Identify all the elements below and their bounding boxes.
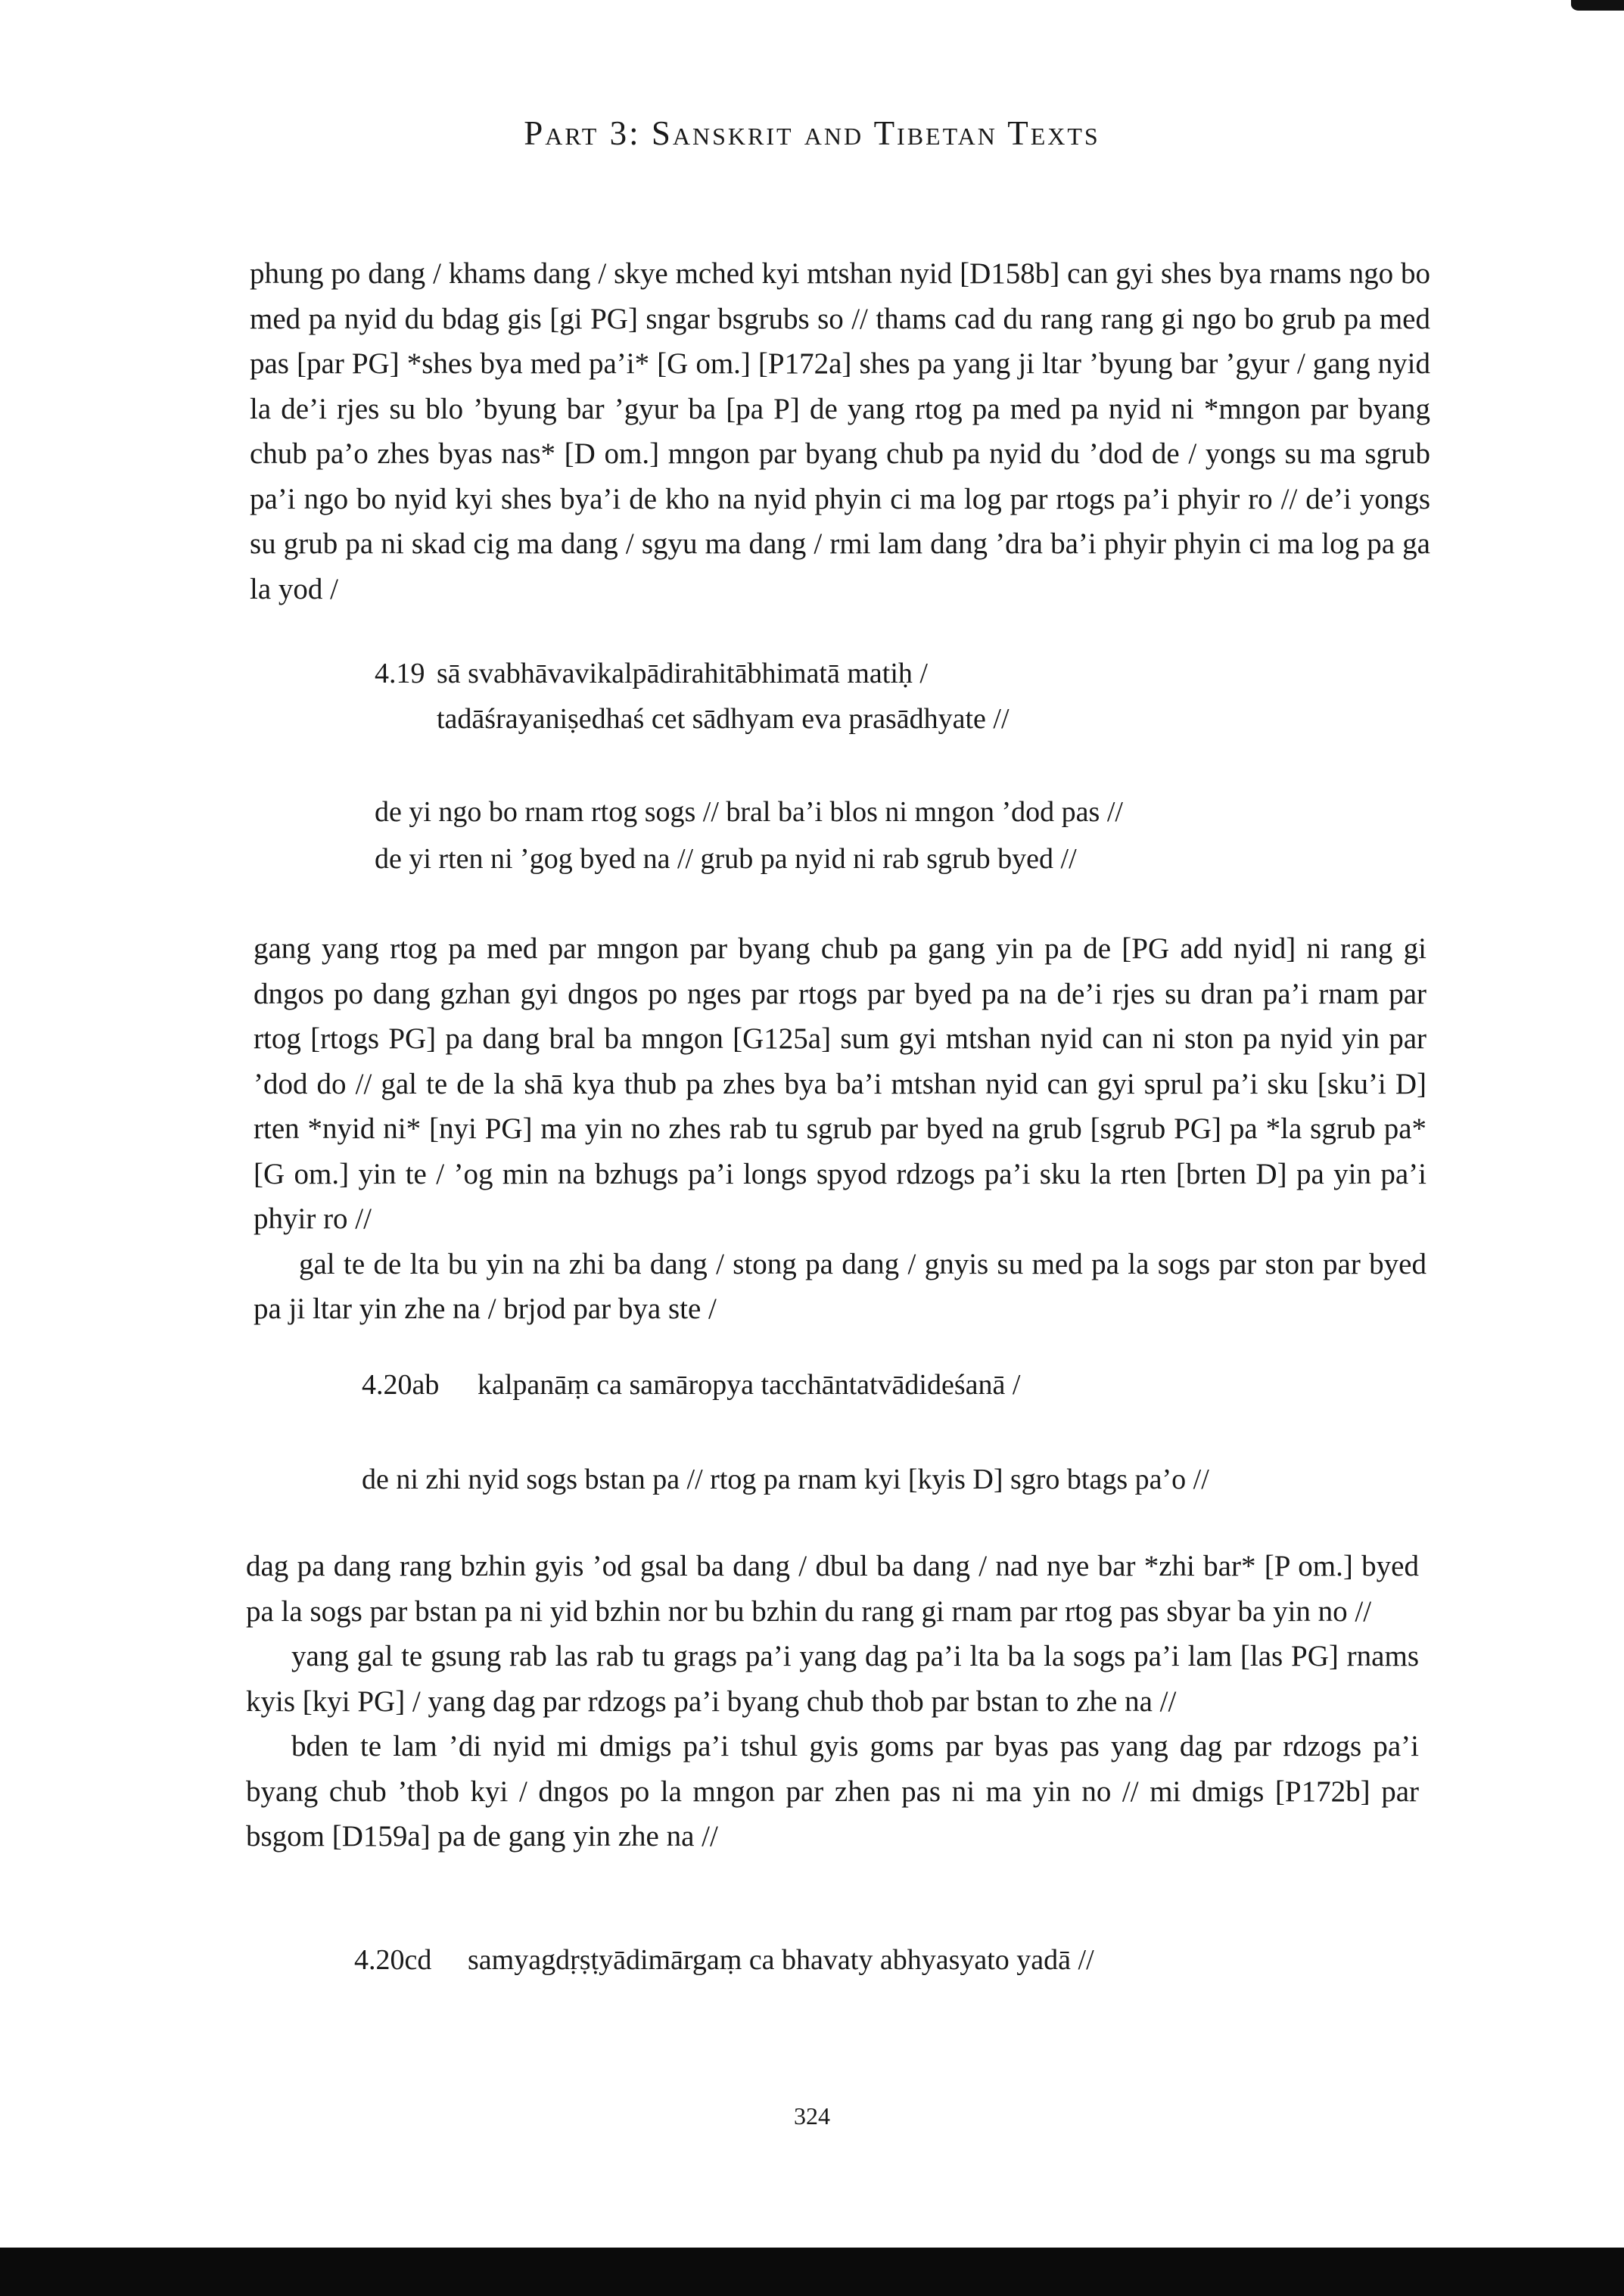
verse-line: samyagdṛṣṭyādimārgaṃ ca bhavaty abhyasyato yadā // — [468, 1944, 1094, 1976]
sanskrit-verse-4-20ab — [362, 1362, 1020, 1408]
verse-line: de yi ngo bo rnam rtog sogs // bral ba’i blos ni mngon ’dod pas // — [375, 796, 1123, 828]
paragraph: gal te de lta bu yin na zhi ba dang / stong pa dang / gnyis su med pa la sogs par ston par byed pa ji ltar yin zhe na / brjod par bya ste / — [254, 1247, 1426, 1325]
paragraph: gang yang rtog pa med par mngon par byang chub pa gang yin pa de [PG add nyid] ni rang gi dngos po dang gzhan gyi dngos po nges par rtogs par byed pa na de’i rjes su dran pa’i rnam par rtog [rtogs PG] pa dang bral ba mngon [G125a] sum gyi mtshan nyid can ni ston pa nyid yin par ’dod do // gal te de la shā kya thub pa zhes bya ba’i mtshan nyid can gyi sprul pa’i sku [sku’i D] rten *nyid ni* [nyi PG] ma yin no zhes rab tu sgrub par byed na grub [sgrub PG] pa *la sgrub pa* [G om.] yin te / ’og min na bzhugs pa’i longs spyod rdzogs pa’i sku la rten [brten D] pa yin pa’i phyir ro // — [254, 932, 1426, 1235]
paragraph: phung po dang / khams dang / skye mched kyi mtshan nyid [D158b] can gyi shes bya rnams ngo bo med pa nyid du bdag gis [gi PG] sngar bsgrubs so // thams cad du rang rang gi ngo bo grub pa med pas [par PG] *shes bya med pa’i* [G om.] [P172a] shes pa yang ji ltar ’byung bar ’gyur / gang nyid la de’i rjes su blo ’byung bar ’gyur ba [pa P] de yang rtog pa med pa nyid ni *mngon par byang chub pa’o zhes byas nas* [D om.] mngon par byang chub pa nyid du ’dod de / yongs su ma sgrub pa’i ngo bo nyid kyi shes bya’i de kho na nyid phyin ci ma log par rtogs pa’i phyir ro // de’i yongs su grub pa ni skad cig ma dang / sgyu ma dang / rmi lam dang ’dra ba’i phyir phyin ci ma log pa ga la yod / — [250, 257, 1430, 605]
verse-line: de ni zhi nyid sogs bstan pa // rtog pa rnam kyi [kyis D] sgro btags pa’o // — [362, 1464, 1209, 1495]
verse-number: 4.20ab — [362, 1369, 440, 1401]
verse-line: tadāśrayaniṣedhaś cet sādhyam eva prasādhyate // — [437, 703, 1010, 735]
scan-edge-mark — [1571, 0, 1624, 11]
prose-block-3 — [246, 1544, 1419, 1859]
verse-number: 4.19 — [375, 658, 425, 689]
paragraph: dag pa dang rang bzhin gyis ’od gsal ba dang / dbul ba dang / nad nye bar *zhi bar* [P om.] byed pa la sogs par bstan pa ni yid bzhin nor bu bzhin du rang gi rnam par rtog pas sbyar ba yin no // — [246, 1550, 1419, 1628]
tibetan-verse-4-19 — [375, 789, 1123, 882]
verse-number: 4.20cd — [354, 1944, 432, 1976]
tibetan-verse-4-20ab — [362, 1456, 1209, 1503]
scan-edge-band — [0, 2248, 1624, 2296]
running-head: Part 3: Sanskrit and Tibetan Texts — [524, 114, 1100, 152]
prose-block-2 — [254, 926, 1426, 1332]
page-number: 324 — [794, 2102, 830, 2130]
verse-line: de yi rten ni ’gog byed na // grub pa nyid ni rab sgrub byed // — [375, 843, 1077, 875]
sanskrit-verse-4-20cd — [354, 1937, 1094, 1983]
paragraph: bden te lam ’di nyid mi dmigs pa’i tshul gyis goms par byas pas yang dag par rdzogs pa’i byang chub ’thob kyi / dngos po la mngon par zhen pas ni ma yin no // mi dmigs [P172b] par bsgom [D159a] pa de gang yin zhe na // — [246, 1730, 1419, 1853]
verse-line: sā svabhāvavikalpādirahitābhimatā matiḥ / — [437, 658, 928, 689]
prose-block-1 — [250, 251, 1430, 611]
paragraph: yang gal te gsung rab las rab tu grags pa’i yang dag pa’i lta ba la sogs pa’i lam [las PG] rnams kyis [kyi PG] / yang dag par rdzogs pa’i byang chub thob par bstan to zhe na // — [246, 1640, 1419, 1718]
verse-line: kalpanāṃ ca samāropya tacchāntatvādideśanā / — [478, 1369, 1021, 1401]
sanskrit-verse-4-19 — [375, 651, 1010, 742]
